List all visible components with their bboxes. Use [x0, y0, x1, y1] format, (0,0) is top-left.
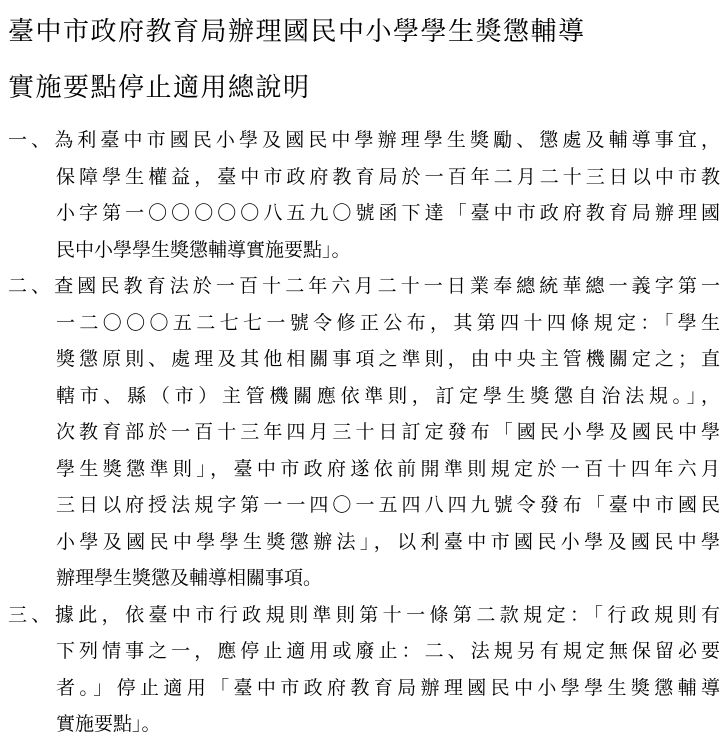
section-1-line-4: 民中小學學生獎懲輔導實施要點」。: [56, 238, 351, 261]
section-2: [8, 268, 720, 597]
section-2-line-1: 二、查國民教育法於一百十二年六月二十一日業奉總統華總一義字第一: [8, 275, 720, 297]
section-2-line-3: 獎懲原則、處理及其他相關事項之準則，由中央主管機關定之；直: [56, 348, 720, 370]
section-1: [8, 122, 720, 268]
section-3-line-4: 實施要點」。: [56, 713, 161, 735]
section-2-line-8: 小學及國民中學學生獎懲辦法」，以利臺中市國民小學及國民中學: [56, 530, 720, 553]
section-3-line-1: 三、據此，依臺中市行政規則準則第十一條第二款規定：「行政規則有: [8, 603, 720, 626]
document-title: [8, 4, 720, 116]
document-body: [8, 122, 720, 743]
section-2-line-5: 次教育部於一百十三年四月三十日訂定發布「國民小學及國民中學: [56, 421, 720, 443]
section-1-line-1: 一、為利臺中市國民小學及國民中學辦理學生獎勵、懲處及輔導事宜，: [8, 129, 720, 151]
section-3-line-2: 下列情事之一，應停止適用或廢止：二、法規另有規定無保留必要: [56, 640, 720, 662]
section-2-line-7: 三日以府授法規字第一一四〇一五四八四九號令發布「臺中市國民: [56, 494, 720, 516]
section-1-line-3: 小字第一〇〇〇〇〇八五九〇號函下達「臺中市政府教育局辦理國: [56, 202, 720, 224]
section-3-line-3: 者。」停止適用「臺中市政府教育局辦理國民中小學學生獎懲輔導: [56, 676, 720, 699]
section-2-line-6: 學生獎懲準則」，臺中市政府遂依前開準則規定於一百十四年六月: [56, 457, 720, 480]
section-2-line-4: 轄市、縣（市）主管機關應依準則，訂定學生獎懲自治法規。」，: [56, 384, 720, 407]
section-2-line-2: 一二〇〇〇五二七七一號令修正公布，其第四十四條規定：「學生: [56, 311, 720, 334]
section-2-line-9: 辦理學生獎懲及輔導相關事項。: [56, 567, 323, 589]
section-1-line-2: 保障學生權益，臺中市政府教育局於一百年二月二十三日以中市教: [56, 165, 720, 188]
section-3: [8, 597, 720, 743]
title-line-1: 臺中市政府教育局辦理國民中小學學生獎懲輔導: [8, 17, 586, 47]
title-line-2: 實施要點停止適用總說明: [8, 73, 311, 103]
